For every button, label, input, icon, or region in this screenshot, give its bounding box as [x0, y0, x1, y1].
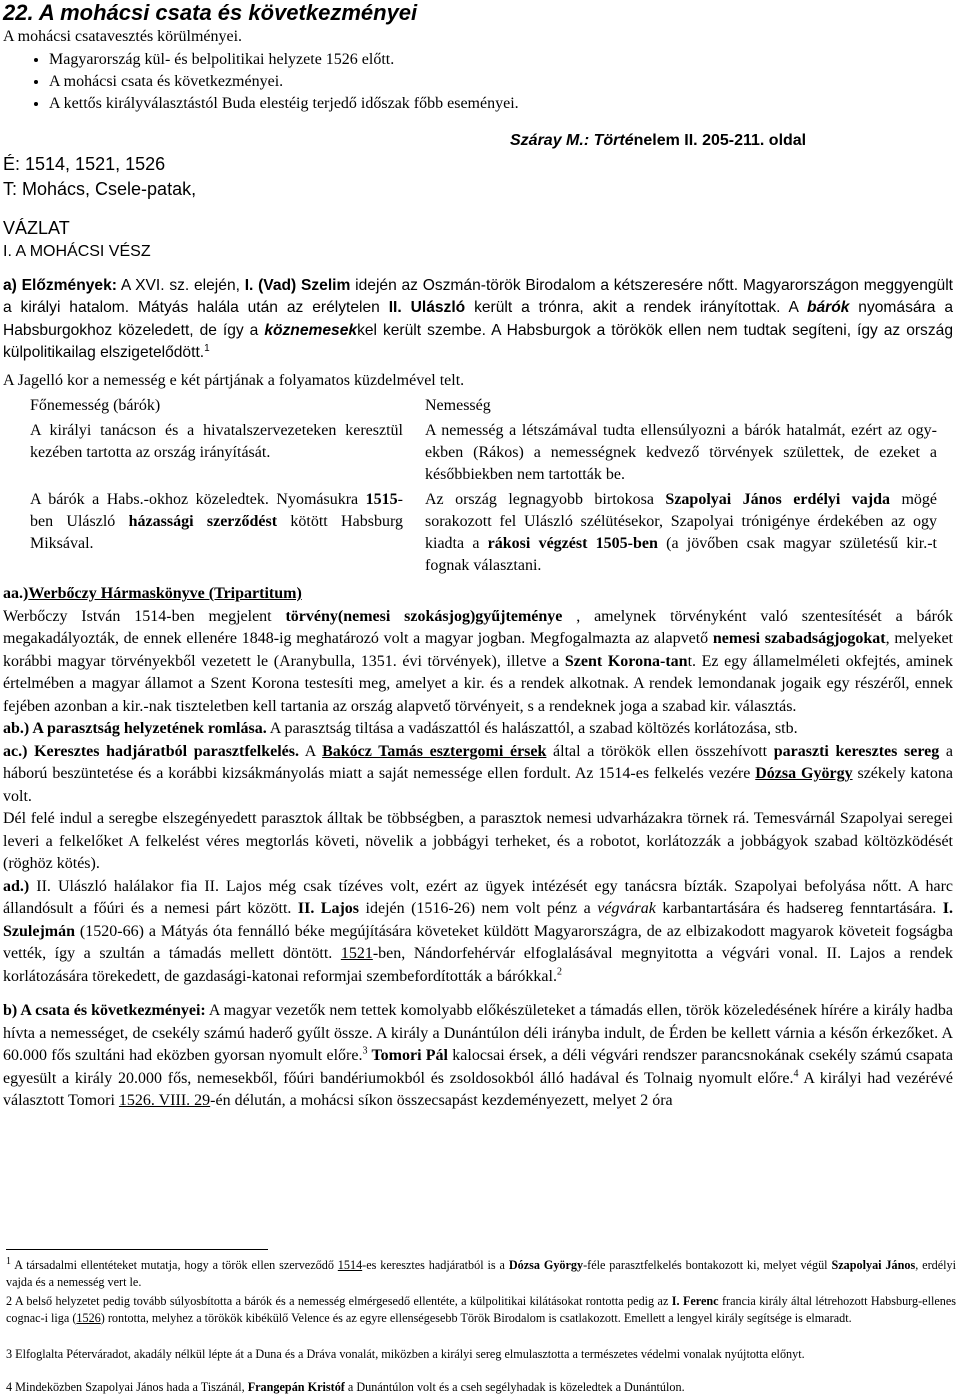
footnote-3: 3 Elfoglalta Péterváradot, akadály nélkül lépte át a Duna és a Dráva vonalát, miközben a királyi sereg elmulasztotta a természetes védelmi vonalak nyújtotta előnyt.	[6, 1347, 805, 1361]
footnote-ref: 1	[204, 342, 210, 354]
topic-list	[3, 49, 949, 115]
col1-row1: A királyi tanácson és a hivatalszervezeteken keresztül kezében tartotta az ország irányítását.	[30, 422, 403, 461]
outline-heading: VÁZLAT	[3, 218, 70, 238]
subtitle: A mohácsi csatavesztés körülményei.	[3, 28, 243, 45]
textbook-reference	[510, 132, 806, 150]
list-item: • A mohácsi csata és következményei.	[49, 71, 949, 93]
b-paragraph: b) A csata és következményei: A magyar vezetők nem tettek komolyabb előkészületeket a támadás ellen, török közeledésének hírére a király hadba hívta a nemességet, de csekély számú haderő gyűlt össze. A király a Dunántúlon déli irányba indult, de Érden be kellett várnia a későn érkezőket. A 60.000 fős szultáni had eközben gyorsan nyomult előre.$^3$ Tomori Pál kalocsai érsek, a déli végvári rendszer parancsnokának csekély számú csapata egyesült a király 20.000 fős, nemesekből, főúri bandériumokból és zsoldosokból álló hadával és Tolnaig nyomult előre.$^4$ A királyi had vezérévé választott Tomori 1526. VIII. 29-én délután, a mohácsi síkon összecsapást kezdeményezett, melyet 2 óra	[3, 1002, 954, 1109]
ad-paragraph: ad.) II. Ulászló halálakor fia II. Lajos még csak tízéves volt, ezért az ügyek intézését egy tanácsra bízták. Szapolyai befolyása nőtt. A harc állandósult a főúri és a nemesi párt között. II. Lajos idején (1516-26) nem volt pénz a végvárak karbantartására és hadsereg fenntartására. I. Szulejmán (1520-66) a Mátyás óta fennálló béke megújítására követeket küldött Magyarországra, de az elbizakodott magyarok követeit fogságba vették, így a szultán a támadás mellett döntött. 1521-ben, Nándorfehérvár elfoglalásával megnyitotta a végvári vonal. II. Lajos a rendek korlátozására törekedett, de gazdasági-katonai reformjai szembefordították a bárókkal.$^2$	[3, 877, 954, 985]
ac-paragraph: ac.) Keresztes hadjáratból parasztfelkelés. A Bakócz Tamás esztergomi érsek által a törökök ellen összehívott paraszti keresztes sereg a háború beszüntetése és a korábbi kizsákmányolás miatt a saját nemessége ellen fordult. Az 1514-es felkelés vezére Dózsa György székely katona volt.	[3, 742, 954, 805]
col2-row2: Az ország legnagyobb birtokosa Szapolyai János erdélyi vajda mögé sorakozott fel Ulászló szélütésekor, Szapolyai trónigénye érdekében az ogy kiadta a rákosi végzést 1505-ben (a jövőben csak magyar születésű kir.-t fognak választani.	[425, 491, 938, 574]
footnote-4: 4 Mindeközben Szapolyai János hada a Tiszánál, Frangepán Kristóf a Dunántúlon volt és a cseh segélyhadak is közeledtek a Dunántúlon.	[6, 1380, 685, 1394]
footnote-ref: 4	[793, 1068, 799, 1080]
jagello-line: A Jagelló kor a nemesség e két pártjának a folyamatos küzdelmével telt.	[3, 372, 465, 389]
places-line: T: Mohács, Csele-patak,	[3, 179, 197, 199]
col1-row2: A bárók a Habs.-okhoz közeledtek. Nyomásukra 1515-ben Ulászló házassági szerződést kötött Habsburg Miksával.	[30, 491, 403, 552]
footnote-1: $^1$ A társadalmi ellentéteket mutatja, hogy a török ellen szerveződő 1514-es keresztes hadjáratból is a Dózsa György-féle parasztfelkelés bontakozott ki, melyet végül Szapolyai János, erdélyi vajda és a nemesség vert le.	[6, 1255, 956, 1289]
col2-row1: A nemesség a létszámával tudta ellensúlyozni a bárók hatalmát, ezért az ogy-ekben (Rákos) a nemességnek kedvező törvények születtek, de ezeket a későbbiekben nem tartották be.	[425, 422, 937, 483]
dates-line: É: 1514, 1521, 1526	[3, 154, 166, 174]
section-heading: I. A MOHÁCSI VÉSZ	[3, 243, 151, 260]
col2-header: Nemesség	[425, 397, 491, 414]
footnote-2: 2 A belső helyzetet pedig tovább súlyosbította a bárók és a nemesség elmérgesedő ellentéte, a külpolitikai kilátásokat rontotta pedig az I. Ferenc francia király által létrehozott Habsburg-ellenes cognac-i liga (1526) rontotta, melyhez a törökök kibékülő Velence és az egyre ellenségesebb Török Birodalom is csatlakozott. Emellett a lengyel király segítsége is elmaradt.	[6, 1294, 956, 1325]
intro-paragraph: a) Előzmények: A XVI. sz. elején, I. (Vad) Szelim idején az Oszmán-török Birodalom a kétszeresére nőtt. Magyarországon meggyengült a királyi hatalom. Mátyás halála után az erélytelen II. Ulászló került a trónra, akit a rendek irányítottak. A bárók nyomására a Habsburgokhoz közeledett, de így a köznemesekkel került szembe. A Habsburgok a törökök ellen nem tudtak segíteni, így az ország külpolitikailag elszigetelődött.$^1$	[3, 277, 954, 361]
textbook-pages: nelem II. 205-211. oldal	[633, 132, 807, 149]
col1-header: Főnemesség (bárók)	[30, 397, 161, 414]
page-title: 22. A mohácsi csata és következményei	[3, 0, 418, 25]
footnote-ref: 2	[556, 966, 562, 978]
aa-section	[3, 583, 953, 1113]
ac-paragraph-2: Dél felé indul a seregbe elszegényedett parasztok álltak be többségben, a parasztok nemesi udvarházakra törnek rá. Temesvárnál Szapolyai seregei leveri a felkelőket A felkelést véres megtorlás követi, növelik a jobbágyi terheket, és a robotot, korlátozzák a jobbágyok szabad költözködését (röghöz kötés).	[3, 810, 953, 872]
aa-paragraph: Werbőczy István 1514-ben megjelent törvény(nemesi szokásjog)gyűjteménye , amelynek törvényként való szentesítését a bárók megakadályozták, de ennek ellenére 1848-ig meghatározó volt a magyar jogban. Megfogalmazta az alapvető nemesi szabadságjogokat, melyeket korábbi magyar törvényekből vezetett le (Aranybulla, 1351. évi törvények), illetve a Szent Korona-tant. Ez egy államelméleti okfejtés, aminek értelmében a magyar államot a Szent Korona testesíti meg, amelyet a kir. és a rendek alkotnak. A rendek lemondanak jogaik egy részéről, ennek fejében azonban a kir.-nak tiszteletben kell tartania az ország alapvető törvényeit, s a rendeknek joga a szabad kir. választás.	[3, 607, 954, 715]
list-item: • A kettős királyválasztástól Buda elestéig terjedő időszak főbb eseményei.	[49, 93, 949, 115]
list-item: • Magyarország kül- és belpolitikai helyzete 1526 előtt.	[49, 49, 949, 71]
intro-label: a) Előzmények:	[3, 277, 117, 294]
aa-heading: aa.)Werbőczy Hármaskönyve (Tripartitum)	[3, 585, 302, 602]
ab-paragraph: ab.) A parasztság helyzetének romlása. A parasztság tiltása a vadászattól és halászattól, a szabad költözés korlátozása, stb.	[3, 720, 798, 737]
textbook-author: Száray M.: Törté	[510, 132, 634, 149]
footnote-ref: 3	[362, 1045, 368, 1057]
footnote-divider	[6, 1249, 268, 1250]
